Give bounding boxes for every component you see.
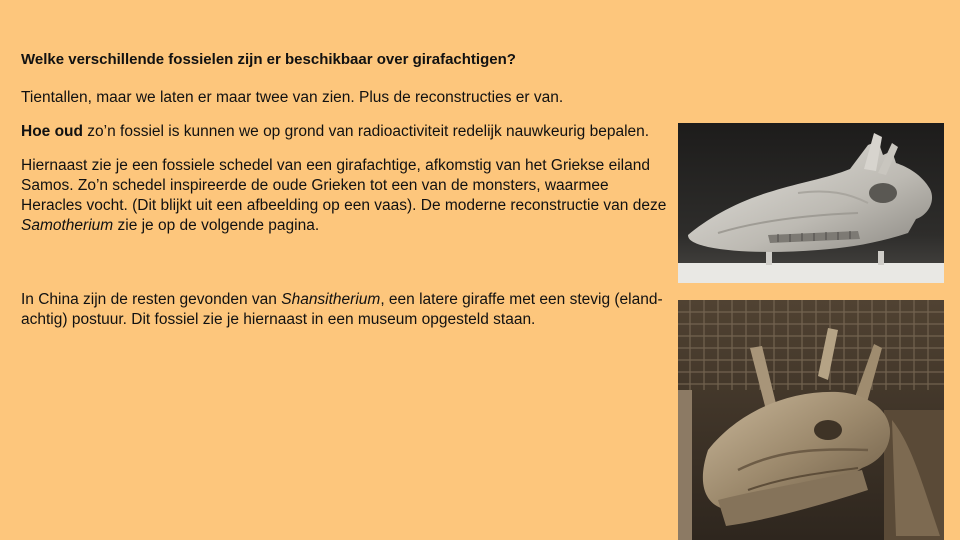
- paragraph-age: [21, 122, 671, 142]
- paragraph-samos: [21, 156, 671, 237]
- question-heading: Welke verschillende fossielen zijn er beschikbaar over girafachtigen?: [21, 51, 516, 68]
- paragraph-intro: Tientallen, maar we laten er maar twee van zien. Plus de reconstructies er van.: [21, 88, 564, 106]
- paragraph-china: [21, 290, 671, 330]
- bold-phrase: Hoe oud: [21, 122, 83, 140]
- species-name-samotherium: Samotherium: [21, 217, 114, 235]
- paragraph-samos-text-1: Hiernaast zie je een fossiele schedel van een girafachtige, afkomstig van het Griekse eiland Samos. Zo’n schedel inspireerde de oude Grieken tot een van de monsters, waarmee Heracles vocht. (Dit blijkt uit een afbeelding op een vaas). De moderne reconstructie van deze: [21, 156, 667, 215]
- paragraph-age-text: zo’n fossiel is kunnen we op grond van radioactiviteit redelijk nauwkeurig bepalen.: [83, 122, 650, 140]
- paragraph-china-text-2: , een latere giraffe met een stevig (eland-achtig) postuur. Dit fossiel zie je hiernaast in een museum opgesteld staan.: [21, 291, 663, 329]
- paragraph-samos-text-2: zie je op de volgende pagina.: [113, 217, 320, 235]
- species-name-shansitherium: Shansitherium: [281, 291, 381, 309]
- museum-fossil-photo: [678, 300, 944, 540]
- text-column: [21, 50, 671, 345]
- fossil-skull-photo: [678, 123, 944, 283]
- paragraph-china-text-1: In China zijn de resten gevonden van: [21, 291, 282, 309]
